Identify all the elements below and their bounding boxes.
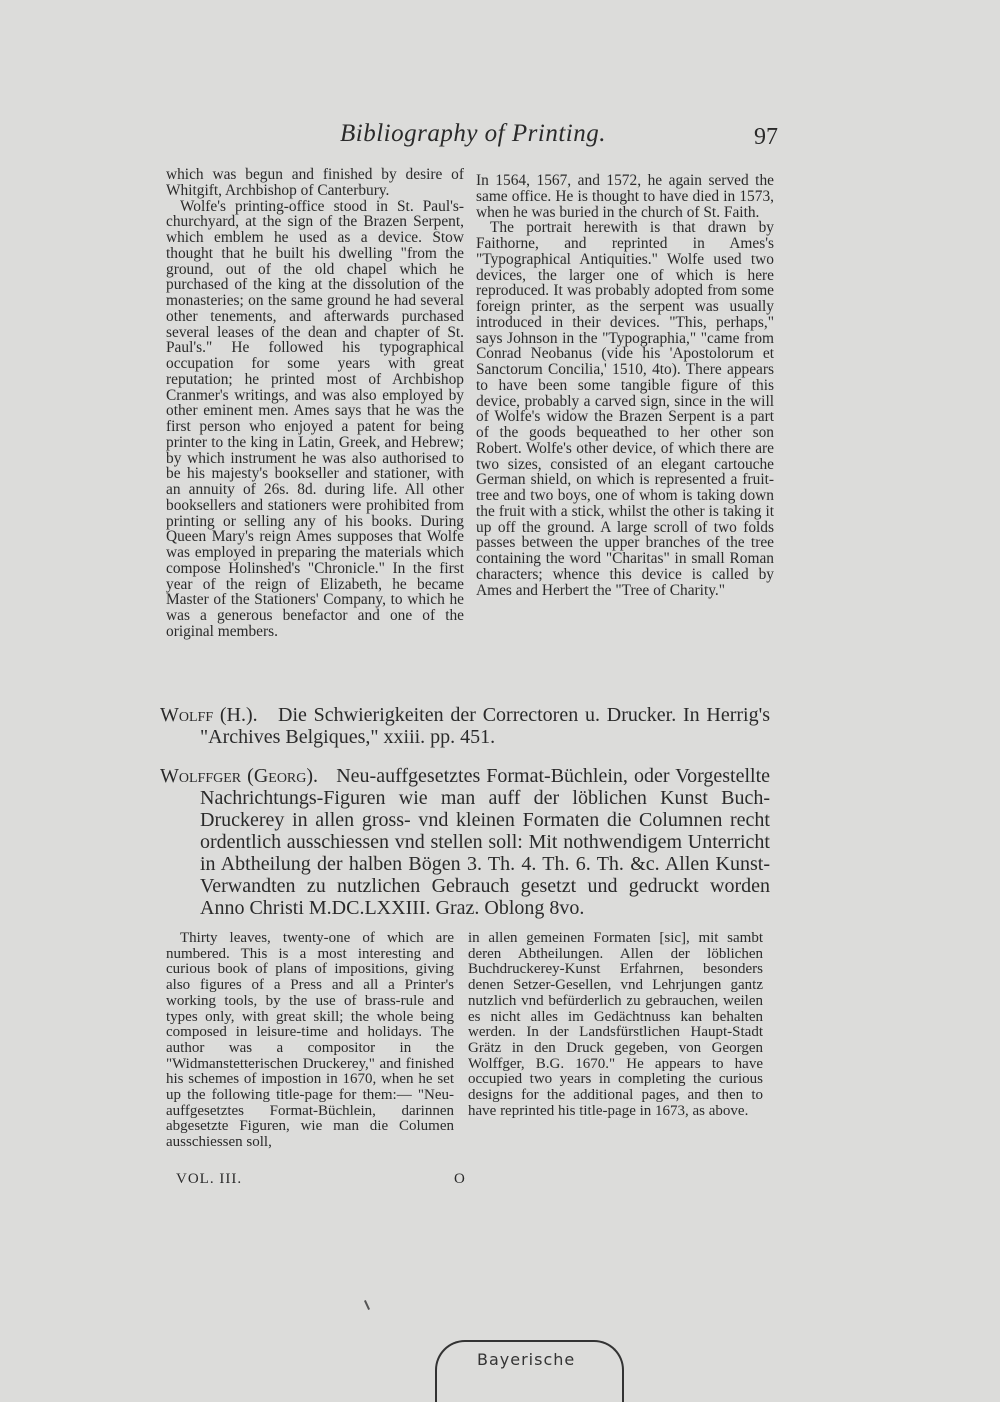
entry-heading: Wolffger (Georg). [160, 765, 319, 787]
bibliography-entry-wolffger [160, 765, 770, 919]
paragraph: Thirty leaves, twenty-one of which are numbered. This is a most interesting and curious book of plans of impositions, giving also figures of a Press and all a Printer's working tools, by the use of brass-rule and types only, with great skill; the whole being composed in leisure-time and holidays. The author was a compositor in the "Widmanstetterischen Druckerey," and finished his schemes of impostion in 1670, when he set up the following title-page for them:— "Neu-auffgesetztes Format-Büchlein, darinnen abgesetzte Figuren, wie man die Columen ausschiessen soll, [166, 930, 454, 1151]
running-head [340, 120, 790, 160]
paragraph: The portrait herewith is that drawn by Faithorne, and reprinted in Ames's "Typographical Antiquities." Wolfe used two devices, the larger one of which is here reproduced. It was probably adopted from some foreign printer, as the serpent was usually introduced in their devices. "This, perhaps," says Johnson in the "Typographia," "came from Conrad Neobanus (vide his 'Apostolorum et Sanctorum Concilia,' 1510, 4to). There appears to have been some tangible figure of this device, probably a carved sign, since in the will of Wolfe's widow the Brazen Serpent is a part of the goods bequeathed to her other son Robert. Wolfe's other device, of which there are two sizes, consisted of an elegant cartouche German shield, on which is represented a fruit-tree and two boys, one of whom is taking down the fruit with a stick, whilst the other is taking it up off the ground. A large scroll of two folds passes between the upper branches of the tree containing the word "Charitas" in small Roman characters; whence this device is called by Ames and Herbert the "Tree of Charity." [476, 219, 774, 599]
bottom-left-column [166, 931, 454, 1151]
signature-mark: O [454, 1171, 466, 1187]
entry-heading: Wolff (H.). [160, 704, 258, 726]
paragraph: in allen gemeinen Formaten [sic], mit sambt deren Abtheilungen. Allen der löblichen Buchdruckerey-Kunst Erfahrnen, besonders denen Setzer-Gesellen, vnd Lehrjungen gantz nutzlich vnd befürderlich zu gebrauchen, weilen es nicht alles im Gedächtnuss kan behalten werden. In der Landsfürstlichen Haupt-Stadt Grätz in den Druck gegeben, von Georgen Wolffger, B.G. 1670." He appears to have occupied two years in completing the curious designs for the additional pages, and then to have reprinted his title-page in 1673, as above. [468, 930, 763, 1119]
stamp-text: Bayerische [477, 1350, 576, 1369]
paragraph: which was begun and finished by desire of Whitgift, Archbishop of Canterbury. [166, 166, 464, 199]
running-title: Bibliography of Printing. [340, 120, 606, 147]
entry-text: Neu-auffgesetztes Format-Büchlein, oder Vorgestellte Nachrichtungs-Figuren wie man auff der löblichen Kunst Buch-Druckerey in allen gross- vnd kleinen Formaten die Columnen recht ordentlich ausschiessen vnd stellen soll: Mit nothwendigem Unterricht in Abtheilung der halben Bögen 3. Th. 4. Th. 6. Th. &c. Allen Kunst-Verwandten zu nutzlichen Gebrauch gesetzt und gedruckt worden Anno Christi M.DC.LXXIII. Graz. Oblong 8vo. [200, 765, 771, 919]
bottom-right-column [468, 931, 763, 1119]
library-stamp [435, 1340, 624, 1402]
top-right-column [476, 173, 774, 598]
entry-text: Die Schwierigkeiten der Correctoren u. Drucker. In Herrig's "Archives Belgiques," xxiii. pp. 451. [200, 704, 770, 748]
paragraph: In 1564, 1567, and 1572, he again served the same office. He is thought to have died in 1573, when he was buried in the church of St. Faith. [476, 172, 774, 221]
page-footer [176, 1171, 476, 1191]
stray-mark [364, 1300, 370, 1310]
volume-mark: VOL. III. [176, 1171, 243, 1187]
page-number: 97 [754, 124, 778, 150]
paragraph: Wolfe's printing-office stood in St. Paul's-churchyard, at the sign of the Brazen Serpent, which emblem he used as a device. Stow thought that he built his dwelling "from the ground, out of the old chapel which he purchased of the king at the dissolution of the monasteries; on the same ground he had several other tenements, and afterwards purchased several leases of the dean and chapter of St. Paul's." He followed his typographical occupation for some years with great reputation; he printed most of Archbishop Cranmer's writings, and was also employed by other eminent men. Ames says that he was the first person who enjoyed a patent for being printer to the king in Latin, Greek, and Hebrew; by which instrument he was also authorised to be his majesty's bookseller and stationer, with an annuity of 26s. 8d. during life. All other booksellers and stationers were prohibited from printing or selling any of his books. During Queen Mary's reign Ames supposes that Wolfe was employed in preparing the materials which compose Holinshed's "Chronicle." In the first year of the reign of Elizabeth, he became Master of the Stationers' Company, to which he was a generous benefactor and one of the original members. [166, 197, 464, 640]
bibliography-entry-wolff [160, 704, 770, 748]
top-left-column [166, 167, 464, 640]
